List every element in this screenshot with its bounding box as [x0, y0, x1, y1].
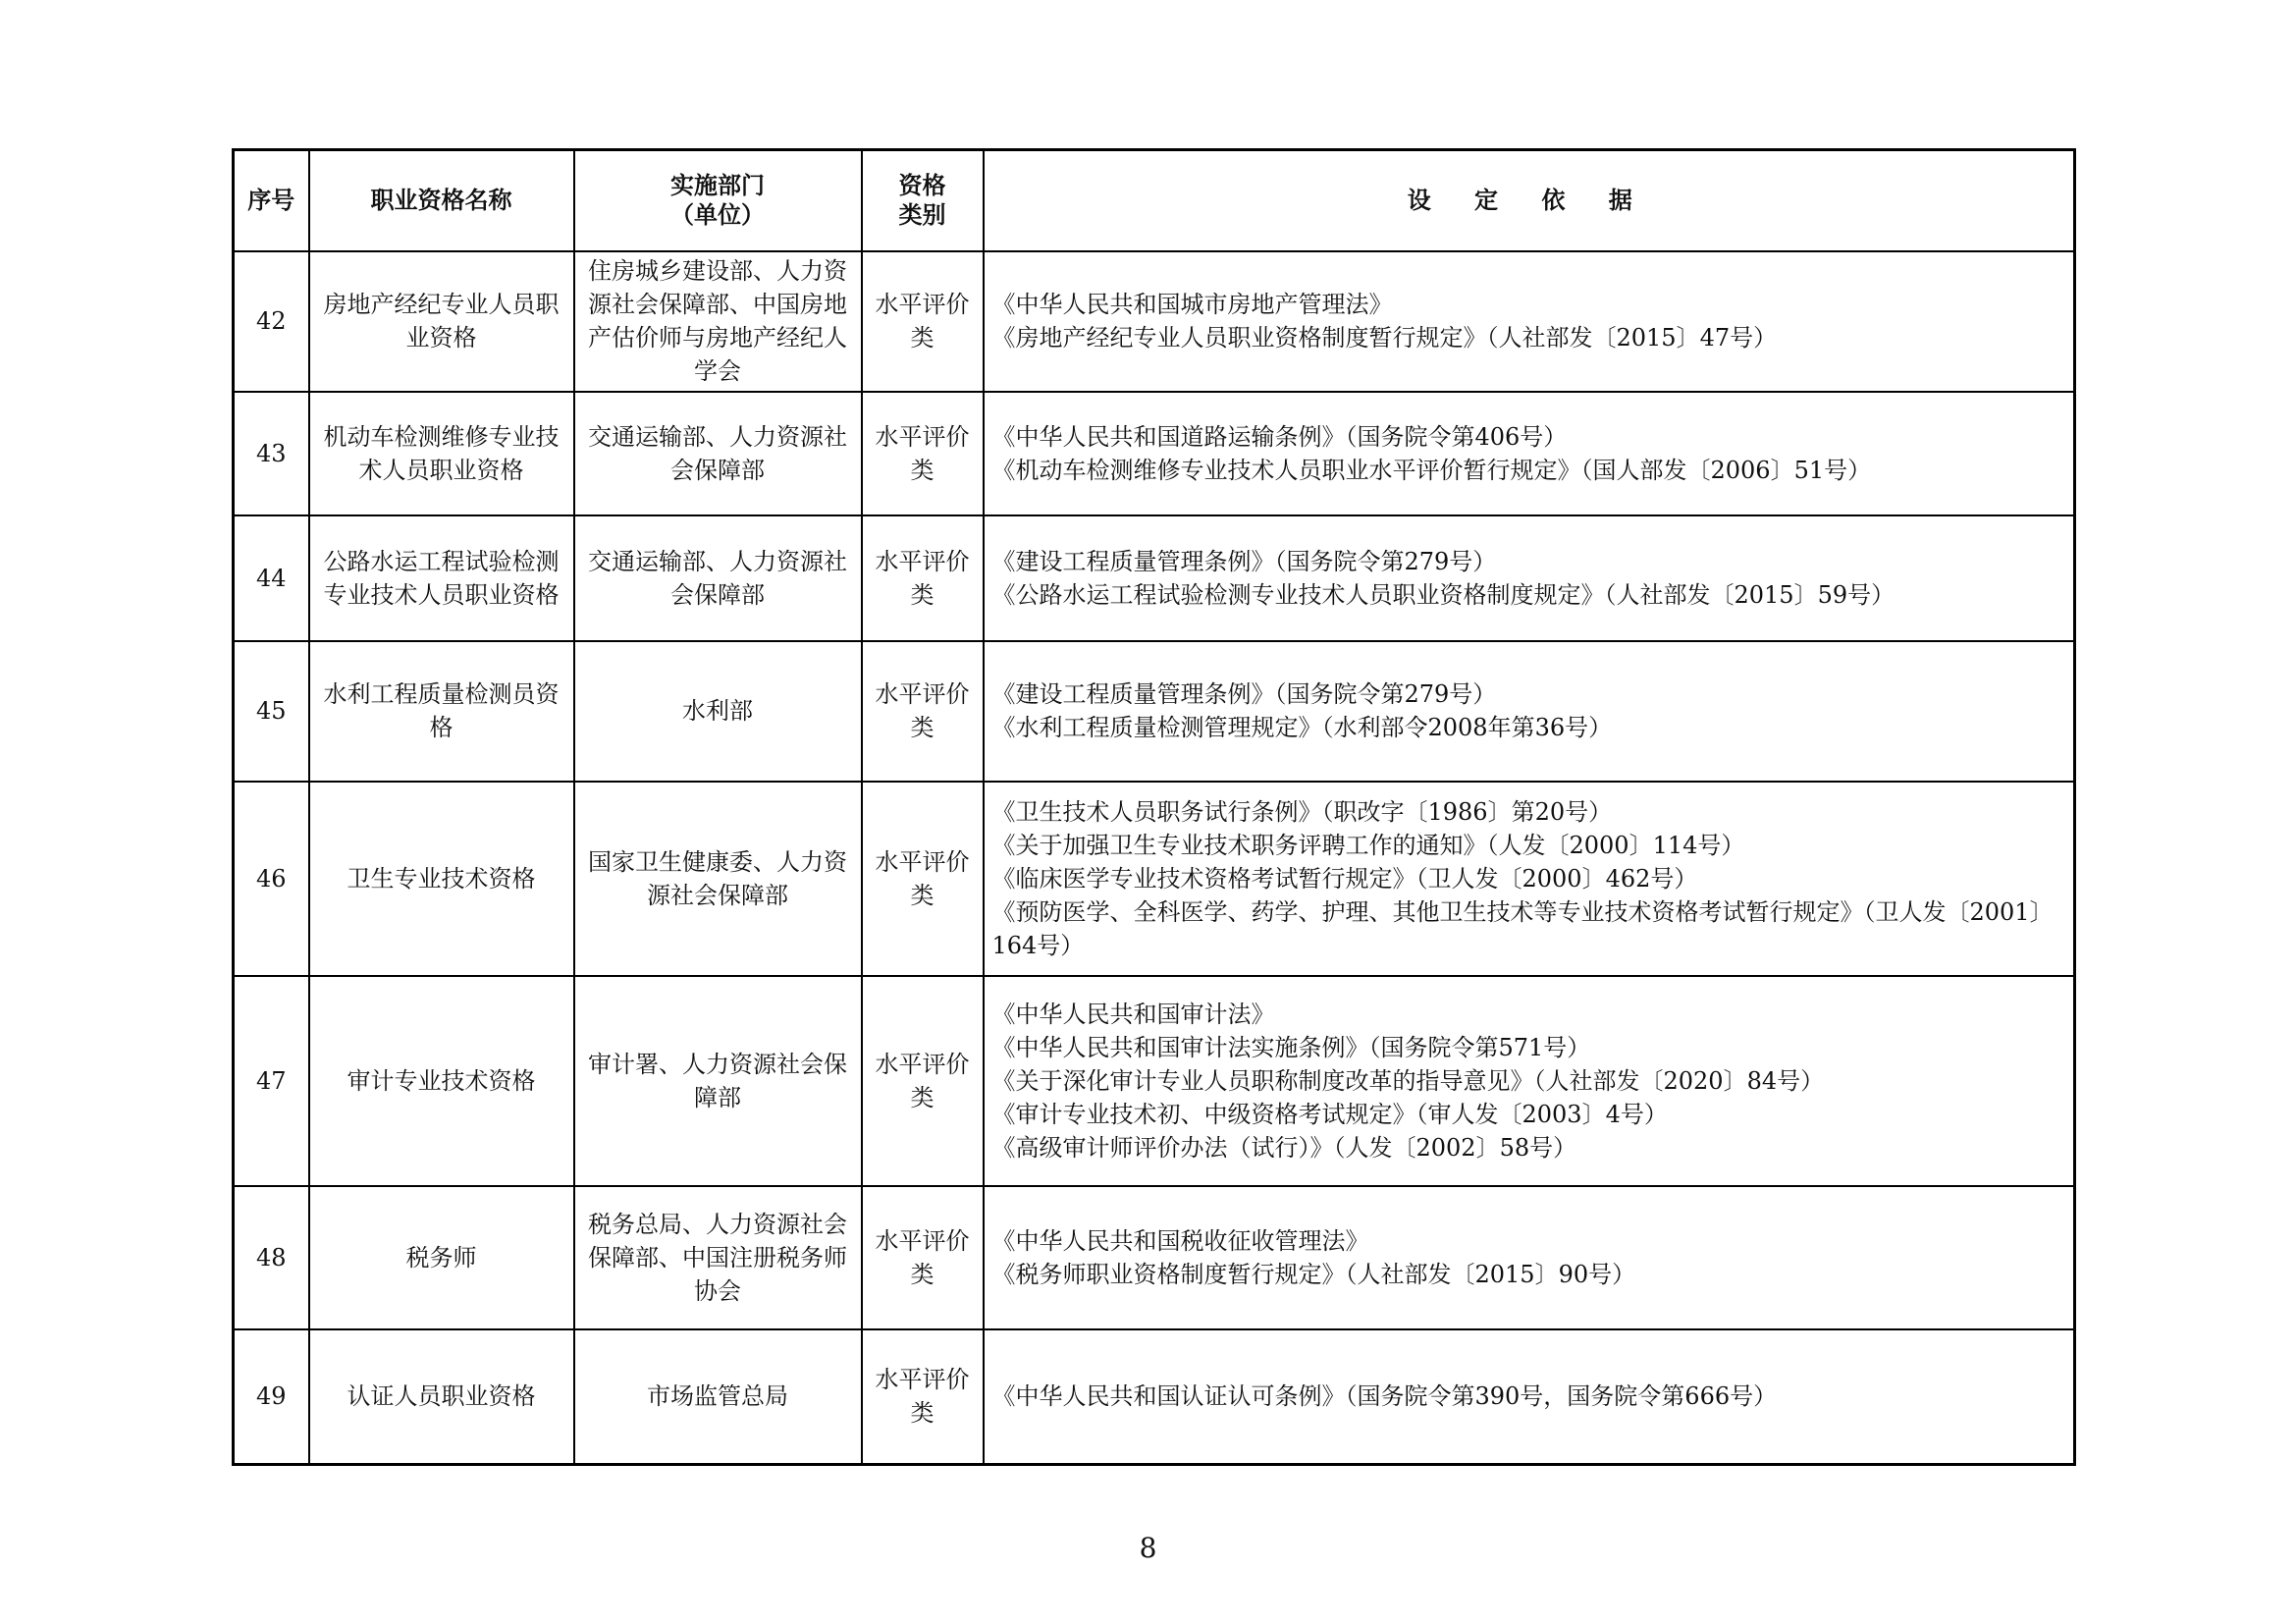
table-row	[234, 1186, 2075, 1329]
basis-line: 《卫生技术人员职务试行条例》（职改字〔1986〕第20号）	[991, 797, 1613, 826]
table-row	[234, 515, 2075, 641]
basis-line: 《高级审计师评价办法（试行）》（人发〔2002〕58号）	[991, 1133, 1577, 1162]
header-type-line1: 资格	[898, 172, 946, 200]
row-name: 水利工程质量检测员资格	[309, 641, 574, 782]
basis-line: 《公路水运工程试验检测专业技术人员职业资格制度规定》（人社部发〔2015〕59号）	[991, 580, 1896, 609]
header-dept	[574, 150, 862, 251]
row-index: 45	[234, 641, 309, 782]
header-dept-line1: 实施部门	[670, 172, 765, 200]
qualification-table	[232, 148, 2076, 1466]
row-dept: 交通运输部、人力资源社会保障部	[574, 392, 862, 515]
row-basis	[984, 392, 2075, 515]
row-name: 卫生专业技术资格	[309, 782, 574, 976]
header-row	[234, 150, 2075, 251]
row-index: 47	[234, 976, 309, 1186]
basis-line: 《中华人民共和国认证认可条例》（国务院令第390号，国务院令第666号）	[991, 1382, 1778, 1411]
header-basis-label: 设 定 依 据	[1407, 187, 1650, 215]
basis-line: 《中华人民共和国道路运输条例》（国务院令第406号）	[991, 422, 1568, 451]
row-index: 42	[234, 251, 309, 392]
row-type: 水平评价类	[862, 251, 984, 392]
row-dept: 住房城乡建设部、人力资源社会保障部、中国房地产估价师与房地产经纪人学会	[574, 251, 862, 392]
row-dept: 国家卫生健康委、人力资源社会保障部	[574, 782, 862, 976]
row-type: 水平评价类	[862, 782, 984, 976]
row-type: 水平评价类	[862, 1186, 984, 1329]
row-name: 机动车检测维修专业技术人员职业资格	[309, 392, 574, 515]
row-index: 46	[234, 782, 309, 976]
row-basis	[984, 1186, 2075, 1329]
basis-line: 《建设工程质量管理条例》（国务院令第279号）	[991, 547, 1497, 575]
row-dept: 交通运输部、人力资源社会保障部	[574, 515, 862, 641]
page-number: 8	[1139, 1532, 1157, 1564]
basis-line: 《中华人民共和国城市房地产管理法》	[991, 291, 1393, 318]
table-row	[234, 641, 2075, 782]
header-type	[862, 150, 984, 251]
row-type: 水平评价类	[862, 641, 984, 782]
row-dept: 税务总局、人力资源社会保障部、中国注册税务师协会	[574, 1186, 862, 1329]
header-name: 职业资格名称	[309, 150, 574, 251]
header-dept-line2: （单位）	[670, 201, 765, 230]
header-type-line2: 类别	[898, 201, 946, 230]
row-type: 水平评价类	[862, 1329, 984, 1465]
basis-line: 《中华人民共和国审计法》	[991, 1000, 1275, 1028]
row-dept: 水利部	[574, 641, 862, 782]
row-basis	[984, 641, 2075, 782]
row-basis	[984, 251, 2075, 392]
basis-line: 《临床医学专业技术资格考试暂行规定》（卫人发〔2000〕462号）	[991, 864, 1698, 893]
basis-line: 《中华人民共和国税收征收管理法》	[991, 1226, 1369, 1255]
header-basis	[984, 150, 2075, 251]
basis-line: 《机动车检测维修专业技术人员职业水平评价暂行规定》（国人部发〔2006〕51号）	[991, 456, 1872, 484]
basis-line: 《关于深化审计专业人员职称制度改革的指导意见》（人社部发〔2020〕84号）	[991, 1066, 1825, 1095]
row-index: 44	[234, 515, 309, 641]
row-basis	[984, 782, 2075, 976]
row-name: 公路水运工程试验检测专业技术人员职业资格	[309, 515, 574, 641]
basis-line: 《税务师职业资格制度暂行规定》（人社部发〔2015〕90号）	[991, 1260, 1636, 1288]
row-basis	[984, 1329, 2075, 1465]
row-name: 房地产经纪专业人员职业资格	[309, 251, 574, 392]
row-type: 水平评价类	[862, 515, 984, 641]
row-type: 水平评价类	[862, 976, 984, 1186]
table-row	[234, 782, 2075, 976]
basis-line: 《中华人民共和国审计法实施条例》（国务院令第571号）	[991, 1033, 1591, 1061]
basis-line: 《关于加强卫生专业技术职务评聘工作的通知》（人发〔2000〕114号）	[991, 831, 1745, 859]
row-name: 税务师	[309, 1186, 574, 1329]
table-row	[234, 976, 2075, 1186]
table-row	[234, 1329, 2075, 1465]
basis-line: 《建设工程质量管理条例》（国务院令第279号）	[991, 680, 1497, 708]
basis-line: 《审计专业技术初、中级资格考试规定》（审人发〔2003〕4号）	[991, 1100, 1668, 1128]
row-dept: 市场监管总局	[574, 1329, 862, 1465]
header-index: 序号	[234, 150, 309, 251]
row-type: 水平评价类	[862, 392, 984, 515]
table-row	[234, 251, 2075, 392]
basis-line: 《水利工程质量检测管理规定》（水利部令2008年第36号）	[991, 714, 1613, 741]
row-index: 49	[234, 1329, 309, 1465]
row-name: 认证人员职业资格	[309, 1329, 574, 1465]
row-basis	[984, 976, 2075, 1186]
row-index: 48	[234, 1186, 309, 1329]
basis-line: 《房地产经纪专业人员职业资格制度暂行规定》（人社部发〔2015〕47号）	[991, 324, 1778, 352]
row-basis	[984, 515, 2075, 641]
table-row	[234, 392, 2075, 515]
row-dept: 审计署、人力资源社会保障部	[574, 976, 862, 1186]
row-name: 审计专业技术资格	[309, 976, 574, 1186]
basis-line: 《预防医学、全科医学、药学、护理、其他卫生技术等专业技术资格考试暂行规定》（卫人发〔2001〕164号）	[991, 897, 2054, 959]
row-index: 43	[234, 392, 309, 515]
